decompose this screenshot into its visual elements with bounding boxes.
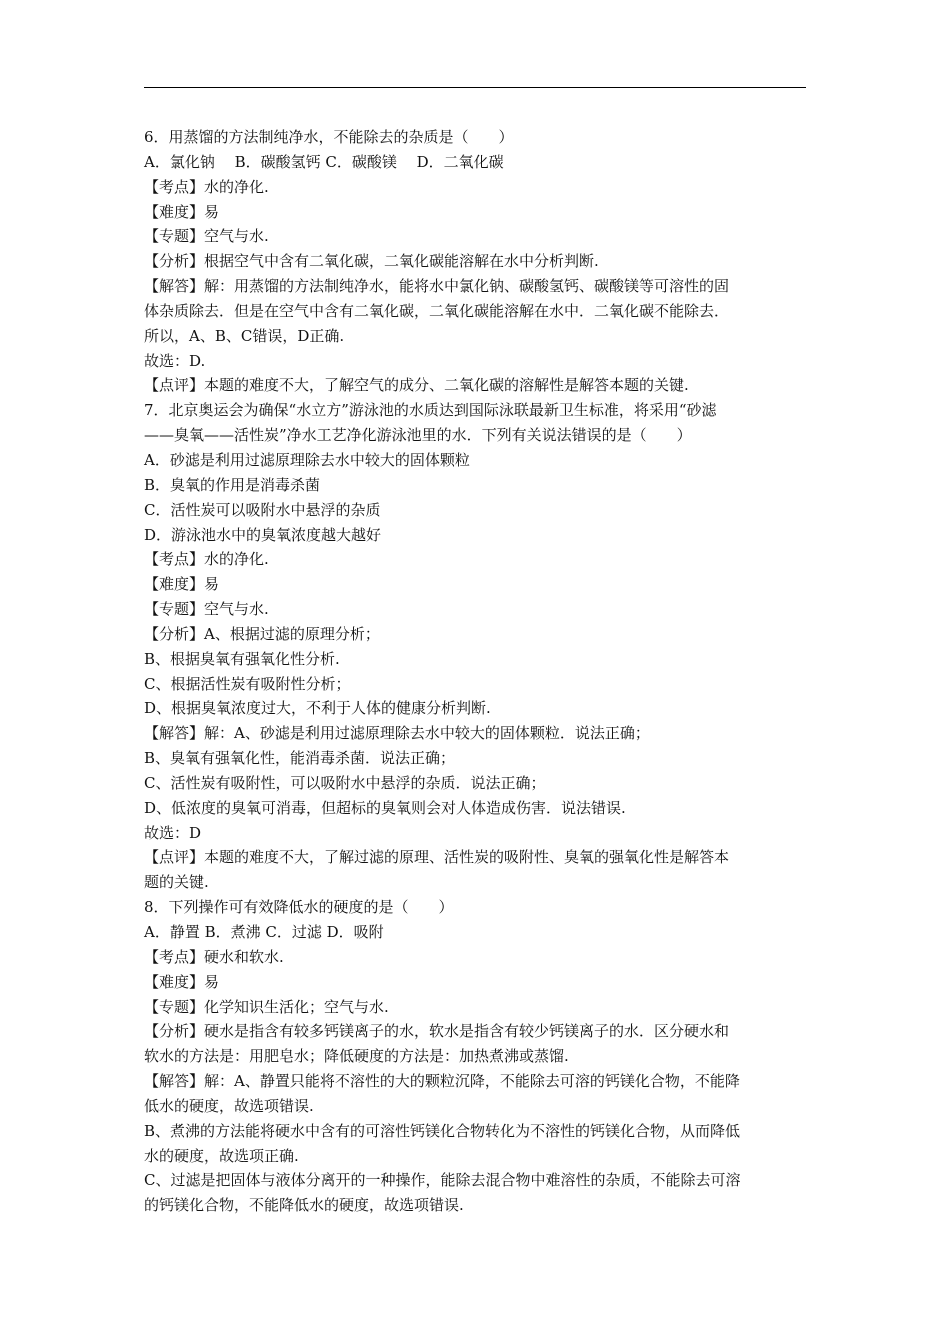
q7-analysis-line-1: 【分析】A、根据过滤的原理分析； bbox=[144, 624, 380, 643]
q8-answer-line-4: 水的硬度，故选项正确. bbox=[144, 1146, 299, 1165]
q7-choice: 故选：D bbox=[144, 823, 202, 842]
q7-answer-line-2: B、臭氧有强氧化性，能消毒杀菌．说法正确； bbox=[144, 749, 456, 768]
q8-answer-line-2: 低水的硬度，故选项错误. bbox=[144, 1096, 314, 1115]
document-body bbox=[144, 125, 810, 1218]
question-6-options: A．氯化钠 B．碳酸氢钙 C．碳酸镁 D．二氧化碳 bbox=[144, 152, 504, 171]
q6-difficulty: 【难度】易 bbox=[144, 202, 220, 221]
q7-analysis-line-2: B、根据臭氧有强氧化性分析. bbox=[144, 649, 340, 668]
question-7-stem-line-1: 7．北京奥运会为确保“水立方”游泳池的水质达到国际泳联最新卫生标准，将采用“砂滤 bbox=[144, 401, 717, 420]
q7-answer-line-4: D、低浓度的臭氧可消毒，但超标的臭氧则会对人体造成伤害．说法错误. bbox=[144, 798, 626, 817]
q6-kaodian: 【考点】水的净化. bbox=[144, 177, 269, 196]
question-6-stem: 6．用蒸馏的方法制纯净水，不能除去的杂质是（ ） bbox=[144, 128, 514, 146]
header-rule bbox=[144, 87, 806, 88]
q6-answer-line-1: 【解答】解：用蒸馏的方法制纯净水，能将水中氯化钠、碳酸氢钙、碳酸镁等可溶性的固 bbox=[144, 277, 730, 296]
q7-option-d: D．游泳池水中的臭氧浓度越大越好 bbox=[144, 525, 382, 544]
q6-analysis: 【分析】根据空气中含有二氧化碳，二氧化碳能溶解在水中分析判断. bbox=[144, 252, 599, 271]
q6-comment: 【点评】本题的难度不大，了解空气的成分、二氧化碳的溶解性是解答本题的关键. bbox=[144, 376, 689, 395]
q7-comment-line-1: 【点评】本题的难度不大，了解过滤的原理、活性炭的吸附性、臭氧的强氧化性是解答本 bbox=[144, 848, 730, 867]
q8-analysis-line-2: 软水的方法是：用肥皂水；降低硬度的方法是：加热煮沸或蒸馏. bbox=[144, 1047, 569, 1066]
q6-choice: 故选：D. bbox=[144, 351, 206, 370]
q7-answer-line-1: 【解答】解：A、砂滤是利用过滤原理除去水中较大的固体颗粒．说法正确； bbox=[144, 724, 650, 743]
q6-answer-line-2: 体杂质除去．但是在空气中含有二氧化碳，二氧化碳能溶解在水中．二氧化碳不能除去． bbox=[144, 301, 730, 320]
q7-analysis-line-3: C、根据活性炭有吸附性分析； bbox=[144, 674, 351, 693]
q7-difficulty: 【难度】易 bbox=[144, 575, 220, 594]
question-7-stem-line-2: ——臭氧——活性炭”净水工艺净化游泳池里的水．下列有关说法错误的是（ ） bbox=[144, 426, 692, 445]
q8-kaodian: 【考点】硬水和软水. bbox=[144, 947, 284, 966]
question-8-stem: 8．下列操作可有效降低水的硬度的是（ ） bbox=[144, 898, 454, 917]
q7-comment-line-2: 题的关键. bbox=[144, 873, 209, 892]
question-8-options: A．静置 B．煮沸 C．过滤 D．吸附 bbox=[144, 923, 384, 941]
q8-answer-line-5: C、过滤是把固体与液体分离开的一种操作，能除去混合物中难溶性的杂质，不能除去可溶 bbox=[144, 1171, 741, 1190]
q6-answer-line-3: 所以，A、B、C错误，D正确. bbox=[144, 326, 345, 345]
q7-option-a: A．砂滤是利用过滤原理除去水中较大的固体颗粒 bbox=[144, 450, 470, 469]
q8-answer-line-6: 的钙镁化合物，不能降低水的硬度，故选项错误. bbox=[144, 1196, 464, 1215]
q8-difficulty: 【难度】易 bbox=[144, 972, 220, 991]
q7-analysis-line-4: D、根据臭氧浓度过大，不利于人体的健康分析判断. bbox=[144, 699, 491, 718]
q6-topic: 【专题】空气与水. bbox=[144, 227, 269, 246]
q8-topic: 【专题】化学知识生活化；空气与水. bbox=[144, 997, 389, 1016]
q7-topic: 【专题】空气与水. bbox=[144, 600, 269, 619]
q7-kaodian: 【考点】水的净化. bbox=[144, 550, 269, 569]
q8-answer-line-1: 【解答】解：A、静置只能将不溶性的大的颗粒沉降，不能除去可溶的钙镁化合物，不能降 bbox=[144, 1072, 740, 1091]
q7-option-c: C．活性炭可以吸附水中悬浮的杂质 bbox=[144, 500, 381, 519]
q7-answer-line-3: C、活性炭有吸附性，可以吸附水中悬浮的杂质．说法正确； bbox=[144, 773, 546, 792]
q8-answer-line-3: B、煮沸的方法能将硬水中含有的可溶性钙镁化合物转化为不溶性的钙镁化合物，从而降低 bbox=[144, 1121, 741, 1140]
q8-analysis-line-1: 【分析】硬水是指含有较多钙镁离子的水，软水是指含有较少钙镁离子的水．区分硬水和 bbox=[144, 1022, 730, 1041]
q7-option-b: B．臭氧的作用是消毒杀菌 bbox=[144, 475, 321, 494]
